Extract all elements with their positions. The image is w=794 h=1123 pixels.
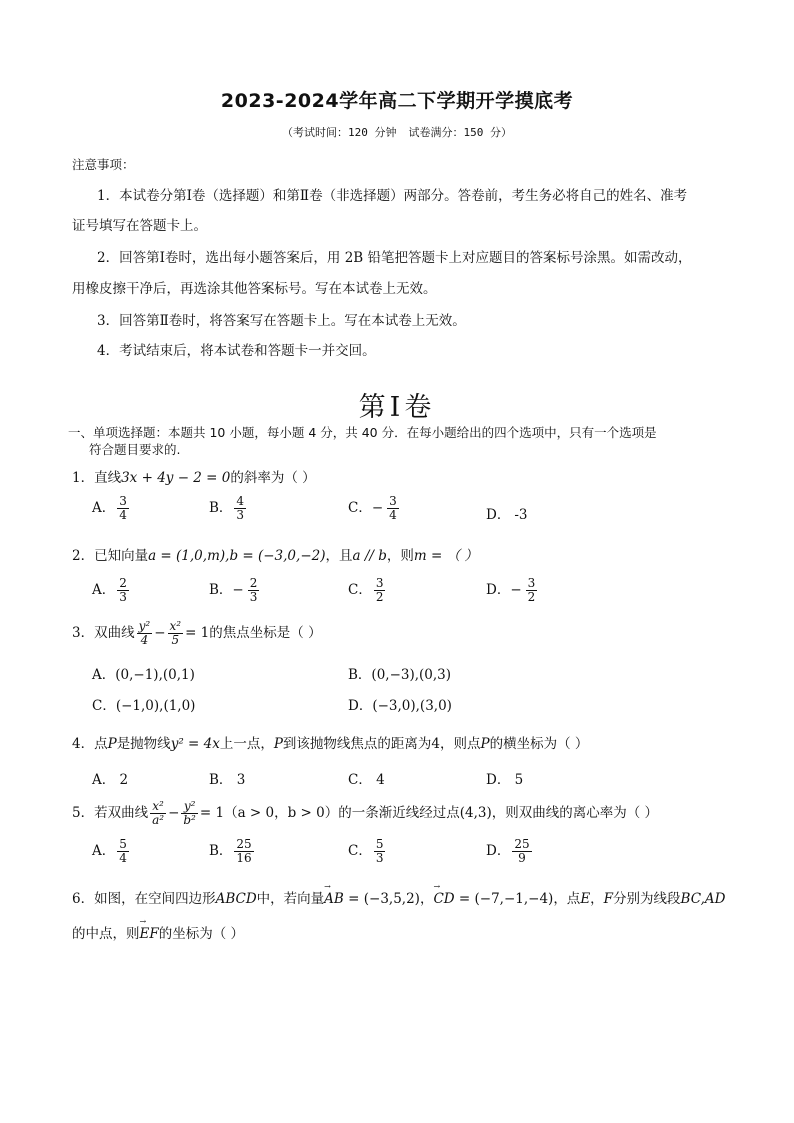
q3-option-b[interactable] — [348, 663, 451, 683]
fraction — [181, 800, 198, 827]
q1-option-d[interactable] — [486, 503, 527, 523]
q4-text: ，则点 — [440, 736, 481, 752]
minus-sign: − — [510, 582, 522, 598]
q6-quad: ABCD — [215, 891, 257, 907]
question-5 — [72, 800, 658, 827]
q1-equation: 3x + 4y − 2 = 0 — [121, 470, 231, 486]
q3-suffix: 的焦点坐标是（ ） — [209, 625, 322, 641]
numerator: 25 — [514, 837, 530, 851]
q3-option-a[interactable] — [92, 663, 195, 683]
vector-cd-value: = (−7,−1,−4) — [454, 891, 554, 907]
vector-cd: → CD — [433, 891, 454, 907]
q1-suffix: 的斜率为（ ） — [230, 470, 316, 486]
q4-equation: y² = 4x — [170, 736, 220, 752]
q2-text: ，且 — [325, 548, 353, 564]
minus-sign: − — [232, 582, 244, 598]
exam-title: 2023-2024学年高二下学期开学摸底考 — [220, 90, 574, 112]
option-value: (−1,0),(1,0) — [115, 698, 196, 714]
q6-text: ，点 — [553, 891, 581, 907]
q2-option-d[interactable] — [486, 577, 539, 604]
q4-suffix: 的横坐标为（ ） — [489, 736, 589, 752]
denominator: 3 — [249, 590, 258, 604]
question-4 — [72, 732, 588, 752]
point-f: F — [603, 891, 614, 907]
minus-sign: − — [154, 625, 166, 641]
note-4: 4．考试结束后，将本试卷和答题卡一并交回。 — [97, 343, 376, 359]
denominator: b² — [183, 813, 196, 827]
q3-prefix: 3．双曲线 — [72, 625, 135, 641]
denominator: 3 — [375, 851, 384, 865]
point-e: E — [580, 891, 591, 907]
option-label: B． — [348, 667, 372, 683]
fraction — [387, 495, 399, 522]
denominator: 4 — [119, 851, 127, 865]
option-label: A． — [92, 667, 116, 683]
question-6 — [72, 887, 725, 907]
denominator: 4 — [137, 633, 153, 647]
option-label: D． — [486, 507, 511, 523]
exam-subtitle — [0, 124, 794, 140]
q6-segments: BC,AD — [680, 891, 726, 907]
point-p: P — [273, 736, 283, 752]
vector-ab: → AB — [324, 891, 344, 907]
option-label: B． — [209, 500, 233, 516]
denominator: 4 — [389, 508, 397, 522]
fraction — [234, 495, 246, 522]
fraction — [117, 838, 129, 865]
note-2-cont: 用橡皮擦干净后，再选涂其他答案标号。写在本试卷上无效。 — [72, 281, 437, 297]
q5-condition: （a > 0，b > 0） — [224, 805, 339, 821]
option-label: B． — [209, 582, 233, 598]
denominator: 9 — [512, 851, 531, 865]
question-3 — [72, 620, 322, 647]
q2-prefix: 2．已知向量 — [72, 548, 149, 564]
numerator: 3 — [389, 494, 397, 508]
equals-one: = 1 — [185, 625, 210, 641]
option-label: D． — [486, 582, 511, 598]
option-label: A． — [92, 582, 116, 598]
fraction — [512, 838, 531, 865]
numerator: y² — [138, 619, 151, 633]
option-value: -3 — [514, 507, 528, 523]
note-1: 1．本试卷分第Ⅰ卷（选择题）和第Ⅱ卷（非选择题）两部分。答卷前，考生务必将自己的姓名、准考 — [97, 188, 688, 204]
option-label: B． — [209, 843, 233, 859]
numerator: 3 — [119, 494, 127, 508]
q4-option-c[interactable]: C． 4 — [348, 772, 385, 788]
q5-prefix: 5．若双曲线 — [72, 805, 149, 821]
exam-time: （考试时间：120 分钟 — [282, 126, 397, 139]
denominator: 5 — [168, 633, 184, 647]
denominator: 2 — [375, 590, 384, 604]
minus-sign: − — [371, 500, 384, 516]
q4-distance: 4 — [431, 736, 441, 752]
option-label: C． — [348, 500, 372, 516]
fraction — [117, 577, 129, 604]
fraction — [234, 838, 253, 865]
point-p: P — [480, 736, 490, 752]
numerator: 5 — [119, 837, 127, 851]
numerator: 4 — [236, 494, 245, 508]
denominator: 16 — [236, 851, 252, 865]
q6-prefix: 6．如图，在空间四边形 — [72, 891, 216, 907]
point-p: P — [107, 736, 117, 752]
section-line-2: 符合题目要求的. — [89, 442, 181, 457]
notes-heading: 注意事项： — [72, 157, 135, 172]
fraction — [150, 800, 166, 827]
denominator: 4 — [119, 508, 127, 522]
q6-text: 中，若向量 — [256, 891, 325, 907]
denominator: 3 — [119, 590, 127, 604]
q5-option-b[interactable] — [209, 838, 256, 865]
q6-text: 分别为线段 — [613, 891, 681, 907]
q4-text: 到该抛物线焦点的距离为 — [282, 736, 432, 752]
note-1-cont: 证号填写在答题卡上。 — [72, 218, 207, 234]
option-label: C． — [348, 843, 372, 859]
denominator: a² — [152, 813, 165, 827]
note-3: 3．回答第Ⅱ卷时，将答案写在答题卡上。写在本试卷上无效。 — [97, 313, 466, 329]
option-label: A． — [92, 500, 116, 516]
q5-option-c[interactable] — [348, 838, 387, 865]
option-label: A． — [92, 843, 116, 859]
exam-score: 试卷满分：150 分） — [408, 126, 512, 139]
numerator: 2 — [249, 576, 258, 590]
q2-parallel: a // b — [352, 548, 387, 564]
q4-prefix: 4．点 — [72, 736, 108, 752]
q2-text-2: ，则 — [386, 548, 414, 564]
q1-prefix: 1．直线 — [72, 470, 122, 486]
q2-vector-b: b = (−3,0,−2) — [229, 548, 326, 564]
separator: ， — [590, 891, 604, 907]
numerator: 2 — [119, 576, 127, 590]
note-2: 2．回答第Ⅰ卷时，选出每小题答案后，用 2B 铅笔把答题卡上对应题目的答案标号涂黑。如需改动， — [97, 250, 692, 266]
q3-option-d[interactable] — [348, 694, 452, 714]
q5-option-d[interactable] — [486, 838, 534, 865]
option-value: (0,−1),(0,1) — [115, 667, 195, 683]
numerator: y² — [183, 799, 196, 813]
fraction — [137, 620, 153, 647]
q2-option-c[interactable] — [348, 577, 387, 604]
q4-text: 上一点， — [219, 736, 274, 752]
option-label: D． — [348, 698, 373, 714]
numerator: x² — [152, 799, 164, 813]
question-2 — [72, 544, 478, 564]
separator: ， — [419, 891, 434, 907]
q5-suffix: ，则双曲线的离心率为（ ） — [491, 805, 659, 821]
q4-option-d[interactable]: D． 5 — [486, 772, 524, 788]
section-line-1: 一、单项选择题：本题共 10 小题，每小题 4 分，共 40 分．在每小题给出的四个选项中，只有一个选项是 — [68, 425, 657, 440]
option-value: (−3,0),(3,0) — [372, 698, 452, 714]
q2-option-a[interactable] — [92, 577, 131, 604]
q4-option-b[interactable]: B． 3 — [209, 772, 246, 788]
fraction — [374, 577, 386, 604]
fraction — [168, 620, 184, 647]
option-label: C． — [348, 582, 372, 598]
denominator: 2 — [527, 590, 536, 604]
fraction — [526, 577, 538, 604]
section-title: 第Ⅰ卷 — [358, 392, 436, 423]
fraction — [374, 838, 386, 865]
vector-ab-value: = (−3,5,2) — [343, 891, 420, 907]
equals-one: = 1 — [199, 805, 225, 821]
q4-option-a[interactable]: A． 2 — [92, 772, 129, 788]
section-instruction — [68, 424, 657, 458]
q5-point: (4,3) — [459, 805, 492, 821]
fraction — [248, 577, 260, 604]
question-6-line-2 — [72, 922, 244, 942]
q2-ask: m = （ ） — [413, 548, 478, 564]
q2-vector-a: a = (1,0,m), — [148, 548, 230, 564]
minus-sign: − — [168, 805, 180, 821]
q1-option-c[interactable] — [348, 495, 401, 522]
q1-option-b[interactable] — [209, 495, 248, 522]
numerator: x² — [169, 619, 182, 633]
question-1 — [72, 466, 316, 486]
numerator: 25 — [236, 837, 252, 851]
q6-suffix: 的坐标为（ ） — [158, 926, 245, 942]
numerator: 3 — [375, 576, 384, 590]
vector-ef: → EF — [140, 926, 159, 942]
numerator: 3 — [527, 576, 536, 590]
q2-option-b[interactable] — [209, 577, 261, 604]
option-label: D． — [486, 843, 511, 859]
q1-option-a[interactable] — [92, 495, 131, 522]
denominator: 3 — [236, 508, 245, 522]
option-label: C． — [92, 698, 116, 714]
numerator: 5 — [375, 837, 384, 851]
q5-text: 的一条渐近线经过点 — [338, 805, 460, 821]
option-value: (0,−3),(0,3) — [371, 667, 452, 683]
q3-option-c[interactable] — [92, 694, 195, 714]
q4-text: 是抛物线 — [116, 736, 171, 752]
fraction — [117, 495, 129, 522]
q5-option-a[interactable] — [92, 838, 131, 865]
q6-text: 的中点，则 — [72, 926, 140, 942]
